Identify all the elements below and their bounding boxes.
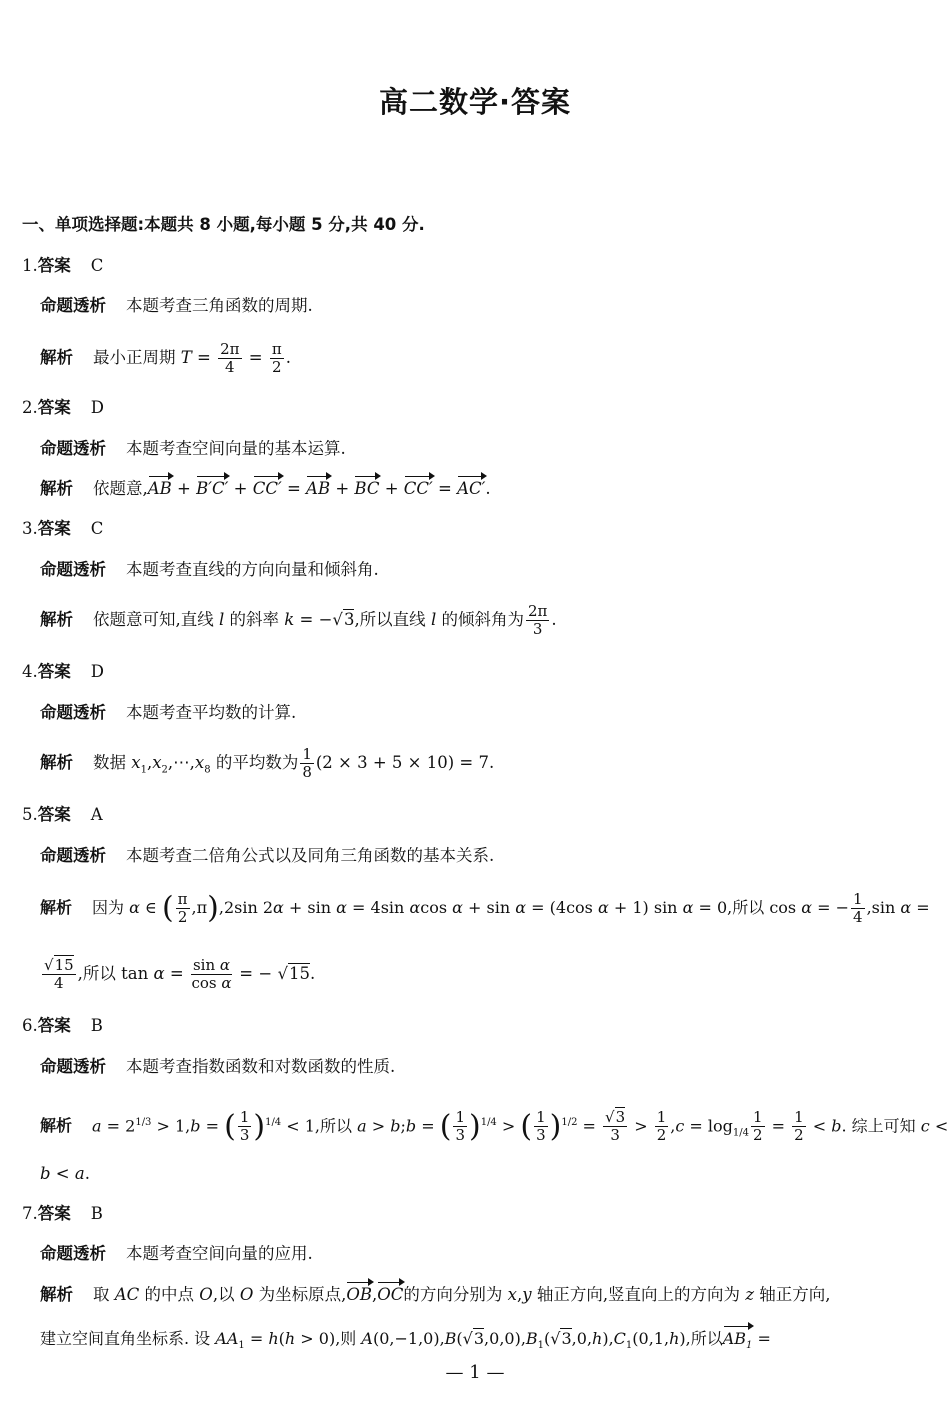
q5-answer: A <box>90 805 103 824</box>
q4-answer-line <box>22 660 928 684</box>
q1-analysis-line: 解析 最小正周期 T = $\frac{2\pi}{4}$ = $\frac{\pi}{2}$ . <box>40 340 291 376</box>
q7-analysis-text: ,所以 <box>685 1329 723 1348</box>
q7-analysis-line: 解析 取 AC 的中点 O,以 O 为坐标原点,OB,OC的方向分别为 x,y 轴正方向,竖直向上的方向为 z 轴正方向, <box>40 1283 928 1307</box>
q4-analysis-line: 解析 数据 $x_1,x_2,\cdots,x_8$ 的平均数为 $\frac{1}{8}$ (2 × 3 + 5 × 10) = 7. <box>40 745 495 781</box>
q5-answer-line <box>22 803 928 827</box>
intent-label: 命题透析 <box>40 1057 106 1076</box>
q5-analysis-text: 所以 <box>82 964 116 983</box>
q3-answer: C <box>90 519 104 538</box>
analysis-label: 解析 <box>40 898 73 917</box>
analysis-label: 解析 <box>40 1285 73 1304</box>
page-number: — 1 — <box>445 1362 505 1383</box>
analysis-label: 解析 <box>40 479 73 498</box>
q5-intent: 本题考查二倍角公式以及同角三角函数的基本关系. <box>126 846 495 865</box>
q7-analysis-text: ,以 <box>212 1285 235 1304</box>
q6-analysis-line: 解析 $a = 2^{1/3} > 1,b$ = ( $\frac{1}{3}$ )$^{1/4}$ < 1,所以 a > b;b = ( $\frac{1}{3}$ )$^{1/4}$ > ( $\frac{1}{3}$ )$^{1/2}$ = $\frac{√3}{3}$ > $\frac{1}{2}$ $,c = \log_{1/4}$ $\frac{1}{2}$ = $\frac{1}{2}$ < b. 综上可知 c < <box>40 1108 949 1145</box>
analysis-label: 解析 <box>40 610 73 629</box>
q4-intent: 本题考查平均数的计算. <box>126 703 297 722</box>
q7-analysis-text: 的方向分别为 <box>403 1285 503 1304</box>
intent-label: 命题透析 <box>40 296 106 315</box>
q7-analysis-text: 为坐标原点, <box>258 1285 347 1304</box>
q4-analysis-text: 数据 <box>93 753 126 772</box>
q6-number: 6. <box>22 1016 38 1035</box>
q3-intent-line <box>40 558 928 582</box>
q6-analysis-text: 所以 <box>320 1116 353 1136</box>
q1-intent-line <box>40 294 928 318</box>
q2-analysis-line: 解析 依题意,AB + B′C′ + CC′ = AB + BC + CC′ = AC′. <box>40 477 928 501</box>
q6-analysis-line-2: b < a. <box>40 1164 90 1183</box>
q3-analysis-text: 依题意可知,直线 <box>93 610 214 629</box>
q3-analysis-text: 的倾斜角为 <box>441 610 524 629</box>
q6-analysis-text: 综上可知 <box>851 1116 916 1136</box>
q2-intent: 本题考查空间向量的基本运算. <box>126 439 346 458</box>
answer-label: 答案 <box>37 256 71 275</box>
page-title: 高二数学·答案 <box>378 85 572 119</box>
q6-answer: B <box>90 1016 103 1035</box>
q3-analysis-text: 的斜率 <box>229 610 280 629</box>
q7-analysis-text: 取 <box>93 1285 110 1304</box>
q7-number: 7. <box>22 1204 38 1223</box>
q7-answer: B <box>90 1204 103 1223</box>
answer-label: 答案 <box>37 398 71 417</box>
q3-intent: 本题考查直线的方向向量和倾斜角. <box>126 560 379 579</box>
q7-analysis-text: 建立空间直角坐标系. 设 <box>40 1329 211 1348</box>
q6-intent-line <box>40 1055 928 1079</box>
q7-intent: 本题考查空间向量的应用. <box>126 1244 313 1263</box>
analysis-label: 解析 <box>40 753 73 772</box>
q3-answer-line <box>22 517 928 541</box>
q1-intent: 本题考查三角函数的周期. <box>126 296 313 315</box>
q1-analysis-text: 最小正周期 <box>93 348 176 367</box>
q5-analysis-line-2: $\frac{√15}{4}$ ,所以 tan α = $\frac{\text{sin α}}{\text{cos α}}$ = − √15. <box>44 956 316 992</box>
q5-analysis-text: 因为 <box>92 898 125 917</box>
q2-answer: D <box>90 398 104 417</box>
q7-analysis-text: ,则 <box>335 1329 357 1348</box>
q4-intent-line <box>40 701 928 725</box>
q7-answer-line <box>22 1202 928 1226</box>
q5-number: 5. <box>22 805 38 824</box>
answer-label: 答案 <box>37 662 71 681</box>
analysis-label: 解析 <box>40 348 73 367</box>
intent-label: 命题透析 <box>40 703 106 722</box>
q4-analysis-text: 的平均数为 <box>215 753 299 772</box>
intent-label: 命题透析 <box>40 1244 106 1263</box>
q6-answer-line <box>22 1014 928 1038</box>
q4-analysis-expr: (2 × 3 + 5 × 10) = 7. <box>315 753 495 772</box>
q7-analysis-text: 的中点 <box>144 1285 195 1304</box>
q5-analysis-text: 所以 <box>732 898 765 917</box>
q7-analysis-text: 轴正方向,竖直向上的方向为 <box>536 1285 741 1304</box>
q5-intent-line <box>40 844 928 868</box>
answer-label: 答案 <box>37 1204 71 1223</box>
q7-analysis-text: 轴正方向, <box>759 1285 831 1304</box>
q7-analysis-line-2: 建立空间直角坐标系. 设 $AA_1 = h(h > 0)$,则 $A(0,-1,0),B(√3,0,0),B_1(√3,0,h),C_1(0,1,h)$,所以$AB_1$ = <box>40 1327 928 1358</box>
q2-number: 2. <box>22 398 38 417</box>
answer-label: 答案 <box>37 1016 71 1035</box>
answer-label: 答案 <box>37 519 71 538</box>
q2-analysis-text: 依题意, <box>93 479 148 498</box>
intent-label: 命题透析 <box>40 846 106 865</box>
intent-label: 命题透析 <box>40 560 106 579</box>
q3-number: 3. <box>22 519 38 538</box>
q6-intent: 本题考查指数函数和对数函数的性质. <box>126 1057 396 1076</box>
q3-analysis-text: ,所以直线 <box>354 610 426 629</box>
q1-answer: C <box>90 256 104 275</box>
q7-intent-line <box>40 1242 928 1266</box>
q4-answer: D <box>90 662 104 681</box>
q1-number: 1. <box>22 256 38 275</box>
q5-analysis-line: 解析 因为 α ∈ ( $\frac{\pi}{2}$ ,π),2sin 2α + sin α = 4sin αcos α + sin α = (4cos α + 1) sin α = 0,所以 cos α = − $\frac{1}{4}$ ,sin α = <box>40 890 930 926</box>
q3-analysis-line: 解析 依题意可知,直线 l 的斜率 k = −√3,所以直线 l 的倾斜角为 $\frac{2\pi}{3}$ . <box>40 602 557 638</box>
q1-answer-line <box>22 254 928 278</box>
q2-answer-line <box>22 396 928 420</box>
q2-intent-line <box>40 437 928 461</box>
answer-label: 答案 <box>37 805 71 824</box>
q4-number: 4. <box>22 662 38 681</box>
intent-label: 命题透析 <box>40 439 106 458</box>
analysis-label: 解析 <box>40 1116 73 1136</box>
section-heading: 一、单项选择题:本题共 8 小题,每小题 5 分,共 40 分. <box>22 215 425 234</box>
